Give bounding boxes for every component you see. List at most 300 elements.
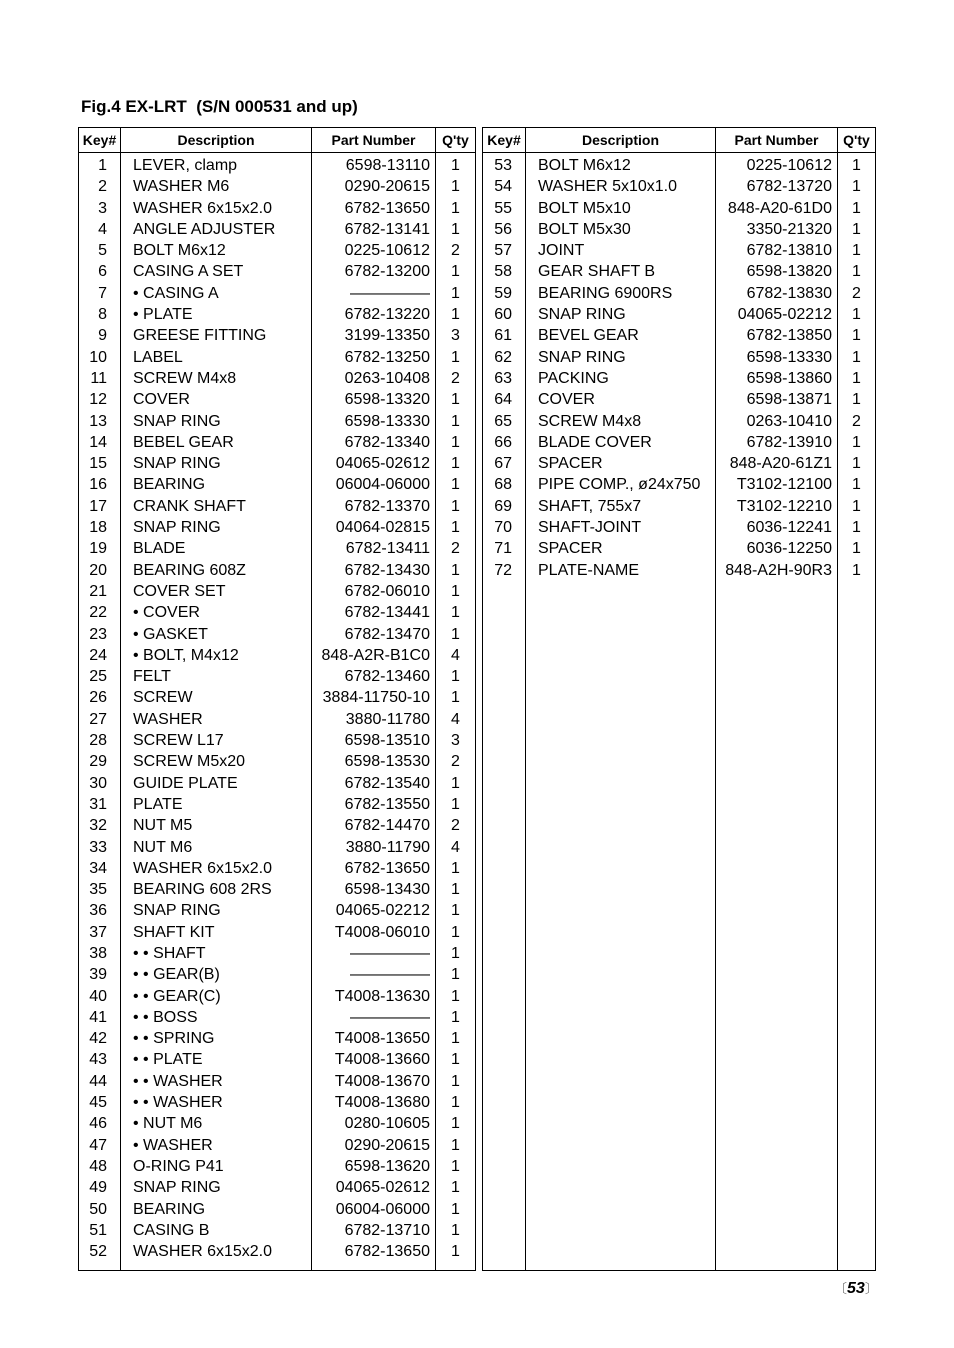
- qty-cell: 1: [838, 453, 876, 474]
- key-cell: 26: [79, 687, 121, 708]
- part-number-cell: 0280-10605: [312, 1113, 436, 1134]
- description-cell: BOLT M5x30: [526, 219, 716, 240]
- part-number-cell: 6782-13650: [312, 198, 436, 219]
- qty-cell: 1: [436, 1049, 476, 1070]
- description-cell: BOLT M6x12: [526, 153, 716, 177]
- key-cell: 36: [79, 900, 121, 921]
- part-number-cell: 6598-13430: [312, 879, 436, 900]
- part-number-cell: 3199-13350: [312, 325, 436, 346]
- table-row: [79, 751, 476, 772]
- description-cell: LEVER, clamp: [121, 153, 312, 177]
- empty-cell: [312, 1262, 436, 1271]
- table-row: [79, 368, 476, 389]
- table-row: [79, 879, 476, 900]
- description-cell: PACKING: [526, 368, 716, 389]
- part-number-cell: —————: [312, 964, 436, 985]
- key-cell: 15: [79, 453, 121, 474]
- qty-cell: 1: [436, 453, 476, 474]
- qty-cell: 1: [436, 964, 476, 985]
- part-number-cell: 0225-10612: [312, 240, 436, 261]
- key-cell: 39: [79, 964, 121, 985]
- key-cell: 43: [79, 1049, 121, 1070]
- part-number-cell: 6598-13330: [716, 347, 838, 368]
- table-row: [483, 496, 876, 517]
- description-cell: BOLT M6x12: [121, 240, 312, 261]
- part-number-cell: 6782-13710: [312, 1220, 436, 1241]
- description-cell: BEARING 6900RS: [526, 283, 716, 304]
- qty-cell: 1: [838, 496, 876, 517]
- part-number-cell: T4008-13680: [312, 1092, 436, 1113]
- description-cell: FELT: [121, 666, 312, 687]
- part-number-cell: 848-A20-61Z1: [716, 453, 838, 474]
- description-cell: • • GEAR(B): [121, 964, 312, 985]
- key-cell: 52: [79, 1241, 121, 1262]
- table-row: [483, 474, 876, 495]
- qty-cell: 1: [436, 1135, 476, 1156]
- qty-cell: 1: [436, 581, 476, 602]
- empty-cell: [838, 581, 876, 1271]
- qty-cell: 1: [436, 474, 476, 495]
- part-number-cell: T4008-13670: [312, 1071, 436, 1092]
- description-cell: ANGLE ADJUSTER: [121, 219, 312, 240]
- table-row: [79, 283, 476, 304]
- description-cell: WASHER 5x10x1.0: [526, 176, 716, 197]
- key-cell: 22: [79, 602, 121, 623]
- qty-cell: 1: [436, 389, 476, 410]
- key-cell: 37: [79, 922, 121, 943]
- qty-cell: 1: [838, 325, 876, 346]
- description-cell: SHAFT-JOINT: [526, 517, 716, 538]
- description-cell: WASHER 6x15x2.0: [121, 858, 312, 879]
- key-cell: 10: [79, 347, 121, 368]
- qty-cell: 1: [838, 198, 876, 219]
- qty-cell: 1: [838, 560, 876, 581]
- description-cell: PLATE-NAME: [526, 560, 716, 581]
- description-cell: COVER: [121, 389, 312, 410]
- qty-cell: 4: [436, 709, 476, 730]
- description-cell: • WASHER: [121, 1135, 312, 1156]
- description-cell: • • PLATE: [121, 1049, 312, 1070]
- qty-cell: 1: [838, 153, 876, 177]
- description-cell: CASING A SET: [121, 261, 312, 282]
- key-cell: 65: [483, 411, 526, 432]
- description-cell: SHAFT KIT: [121, 922, 312, 943]
- header-description: Description: [121, 128, 312, 153]
- description-cell: SNAP RING: [121, 517, 312, 538]
- part-number-cell: 6782-13220: [312, 304, 436, 325]
- table-row: [79, 240, 476, 261]
- header-part-number: Part Number: [716, 128, 838, 153]
- table-row: [79, 1113, 476, 1134]
- key-cell: 8: [79, 304, 121, 325]
- description-cell: SCREW: [121, 687, 312, 708]
- part-number-cell: 6036-12241: [716, 517, 838, 538]
- table-row: [79, 411, 476, 432]
- table-row: [483, 176, 876, 197]
- qty-cell: 1: [436, 986, 476, 1007]
- qty-cell: 2: [436, 368, 476, 389]
- key-cell: 63: [483, 368, 526, 389]
- table-row: [79, 560, 476, 581]
- part-number-cell: 0263-10410: [716, 411, 838, 432]
- qty-cell: 1: [436, 517, 476, 538]
- part-number-cell: 3884-11750-10: [312, 687, 436, 708]
- qty-cell: 1: [436, 1071, 476, 1092]
- part-number-cell: 0263-10408: [312, 368, 436, 389]
- table-row: [79, 496, 476, 517]
- table-row: [483, 240, 876, 261]
- key-cell: 33: [79, 837, 121, 858]
- qty-cell: 1: [838, 389, 876, 410]
- qty-cell: 2: [436, 240, 476, 261]
- table-row: [79, 153, 476, 177]
- part-number-cell: 6598-13110: [312, 153, 436, 177]
- table-row: [79, 773, 476, 794]
- table-row: [79, 794, 476, 815]
- table-row: [79, 687, 476, 708]
- qty-cell: 1: [436, 411, 476, 432]
- qty-cell: 1: [838, 176, 876, 197]
- table-row: [483, 517, 876, 538]
- table-row: [79, 1199, 476, 1220]
- qty-cell: 1: [436, 304, 476, 325]
- part-number-cell: T4008-13660: [312, 1049, 436, 1070]
- qty-cell: 2: [436, 815, 476, 836]
- description-cell: SNAP RING: [526, 347, 716, 368]
- empty-cell: [483, 581, 526, 1271]
- key-cell: 9: [79, 325, 121, 346]
- part-number-cell: 0290-20615: [312, 1135, 436, 1156]
- key-cell: 17: [79, 496, 121, 517]
- key-cell: 41: [79, 1007, 121, 1028]
- description-cell: • BOLT, M4x12: [121, 645, 312, 666]
- table-row: [79, 517, 476, 538]
- description-cell: SHAFT, 755x7: [526, 496, 716, 517]
- table-row: [79, 1135, 476, 1156]
- part-number-cell: 04064-02815: [312, 517, 436, 538]
- table-row: [79, 1241, 476, 1262]
- qty-cell: 1: [436, 496, 476, 517]
- key-cell: 19: [79, 538, 121, 559]
- page-number-value: 53: [847, 1280, 865, 1297]
- key-cell: 1: [79, 153, 121, 177]
- qty-cell: 1: [436, 624, 476, 645]
- key-cell: 11: [79, 368, 121, 389]
- key-cell: 28: [79, 730, 121, 751]
- qty-cell: 2: [436, 751, 476, 772]
- part-number-cell: 6782-13830: [716, 283, 838, 304]
- description-cell: LABEL: [121, 347, 312, 368]
- key-cell: 44: [79, 1071, 121, 1092]
- description-cell: NUT M6: [121, 837, 312, 858]
- part-number-cell: 06004-06000: [312, 1199, 436, 1220]
- key-cell: 57: [483, 240, 526, 261]
- part-number-cell: 6782-14470: [312, 815, 436, 836]
- table-row: [483, 538, 876, 559]
- description-cell: SNAP RING: [121, 411, 312, 432]
- table-row: [483, 283, 876, 304]
- qty-cell: 4: [436, 645, 476, 666]
- description-cell: BLADE: [121, 538, 312, 559]
- key-cell: 13: [79, 411, 121, 432]
- table-row: [483, 560, 876, 581]
- description-cell: BEARING 608Z: [121, 560, 312, 581]
- key-cell: 64: [483, 389, 526, 410]
- part-number-cell: 6782-13411: [312, 538, 436, 559]
- description-cell: CRANK SHAFT: [121, 496, 312, 517]
- qty-cell: 1: [838, 517, 876, 538]
- part-number-cell: 6782-06010: [312, 581, 436, 602]
- description-cell: • PLATE: [121, 304, 312, 325]
- page-bracket-close: 〕: [864, 1281, 878, 1296]
- qty-cell: 1: [436, 261, 476, 282]
- key-cell: 40: [79, 986, 121, 1007]
- key-cell: 49: [79, 1177, 121, 1198]
- key-cell: 6: [79, 261, 121, 282]
- key-cell: 67: [483, 453, 526, 474]
- part-number-cell: 6598-13871: [716, 389, 838, 410]
- part-number-cell: 6782-13910: [716, 432, 838, 453]
- table-row: [79, 602, 476, 623]
- key-cell: 29: [79, 751, 121, 772]
- description-cell: SNAP RING: [121, 900, 312, 921]
- key-cell: 59: [483, 283, 526, 304]
- key-cell: 27: [79, 709, 121, 730]
- description-cell: WASHER 6x15x2.0: [121, 1241, 312, 1262]
- qty-cell: 1: [436, 1156, 476, 1177]
- key-cell: 48: [79, 1156, 121, 1177]
- page-number: [834, 1278, 878, 1298]
- part-number-cell: T4008-13650: [312, 1028, 436, 1049]
- key-cell: 18: [79, 517, 121, 538]
- qty-cell: 1: [436, 283, 476, 304]
- part-number-cell: 6782-13200: [312, 261, 436, 282]
- table-row: [79, 389, 476, 410]
- description-cell: • NUT M6: [121, 1113, 312, 1134]
- key-cell: 7: [79, 283, 121, 304]
- qty-cell: 1: [436, 602, 476, 623]
- description-cell: GUIDE PLATE: [121, 773, 312, 794]
- part-number-cell: —————: [312, 283, 436, 304]
- key-cell: 51: [79, 1220, 121, 1241]
- key-cell: 53: [483, 153, 526, 177]
- description-cell: • • SPRING: [121, 1028, 312, 1049]
- part-number-cell: 6782-13470: [312, 624, 436, 645]
- table-row: [483, 261, 876, 282]
- description-cell: SPACER: [526, 453, 716, 474]
- table-row: [79, 581, 476, 602]
- part-number-cell: 6782-13250: [312, 347, 436, 368]
- description-cell: BEARING: [121, 1199, 312, 1220]
- part-number-cell: 04065-02612: [312, 1177, 436, 1198]
- header-qty: Q'ty: [838, 128, 876, 153]
- key-cell: 54: [483, 176, 526, 197]
- part-number-cell: 6782-13430: [312, 560, 436, 581]
- description-cell: WASHER 6x15x2.0: [121, 198, 312, 219]
- part-number-cell: 6598-13860: [716, 368, 838, 389]
- part-number-cell: 0290-20615: [312, 176, 436, 197]
- description-cell: SNAP RING: [121, 453, 312, 474]
- key-cell: 14: [79, 432, 121, 453]
- part-number-cell: 6598-13530: [312, 751, 436, 772]
- key-cell: 4: [79, 219, 121, 240]
- table-row: [79, 219, 476, 240]
- table-row: [483, 453, 876, 474]
- table-row: [79, 1156, 476, 1177]
- part-number-cell: 6782-13650: [312, 1241, 436, 1262]
- key-cell: 58: [483, 261, 526, 282]
- table-row: [79, 900, 476, 921]
- part-number-cell: 06004-06000: [312, 474, 436, 495]
- part-number-cell: —————: [312, 1007, 436, 1028]
- description-cell: • GASKET: [121, 624, 312, 645]
- key-cell: 47: [79, 1135, 121, 1156]
- description-cell: • • WASHER: [121, 1071, 312, 1092]
- part-number-cell: 6782-13540: [312, 773, 436, 794]
- table-row: [79, 347, 476, 368]
- empty-cell: [121, 1262, 312, 1271]
- table-row: [79, 538, 476, 559]
- description-cell: SCREW M5x20: [121, 751, 312, 772]
- description-cell: SNAP RING: [526, 304, 716, 325]
- key-cell: 42: [79, 1028, 121, 1049]
- table-row: [79, 986, 476, 1007]
- table-row: [79, 922, 476, 943]
- part-number-cell: 04065-02212: [716, 304, 838, 325]
- qty-cell: 1: [436, 176, 476, 197]
- key-cell: 70: [483, 517, 526, 538]
- part-number-cell: 6782-13850: [716, 325, 838, 346]
- table-row: [483, 304, 876, 325]
- part-number-cell: 04065-02212: [312, 900, 436, 921]
- key-cell: 66: [483, 432, 526, 453]
- empty-filler-row: [79, 1262, 476, 1271]
- table-row: [483, 198, 876, 219]
- table-row: [483, 411, 876, 432]
- qty-cell: 3: [436, 730, 476, 751]
- key-cell: 50: [79, 1199, 121, 1220]
- key-cell: 45: [79, 1092, 121, 1113]
- figure-title: Fig.4 EX-LRT (S/N 000531 and up): [81, 97, 358, 116]
- description-cell: O-RING P41: [121, 1156, 312, 1177]
- qty-cell: 1: [436, 219, 476, 240]
- part-number-cell: 6782-13550: [312, 794, 436, 815]
- empty-filler-row: [483, 581, 876, 1271]
- description-cell: • • GEAR(C): [121, 986, 312, 1007]
- part-number-cell: 6782-13810: [716, 240, 838, 261]
- key-cell: 35: [79, 879, 121, 900]
- qty-cell: 1: [838, 219, 876, 240]
- header-description: Description: [526, 128, 716, 153]
- part-number-cell: 3880-11780: [312, 709, 436, 730]
- table-row: [483, 347, 876, 368]
- part-number-cell: 6782-13441: [312, 602, 436, 623]
- table-row: [79, 453, 476, 474]
- part-number-cell: 848-A2R-B1C0: [312, 645, 436, 666]
- description-cell: SCREW M4x8: [121, 368, 312, 389]
- key-cell: 61: [483, 325, 526, 346]
- key-cell: 20: [79, 560, 121, 581]
- part-number-cell: 6598-13820: [716, 261, 838, 282]
- description-cell: • COVER: [121, 602, 312, 623]
- part-number-cell: T4008-06010: [312, 922, 436, 943]
- part-number-cell: 6782-13340: [312, 432, 436, 453]
- qty-cell: 1: [838, 368, 876, 389]
- description-cell: BLADE COVER: [526, 432, 716, 453]
- part-number-cell: 3350-21320: [716, 219, 838, 240]
- table-row: [79, 730, 476, 751]
- table-row: [79, 1028, 476, 1049]
- part-number-cell: 6598-13510: [312, 730, 436, 751]
- qty-cell: 2: [436, 538, 476, 559]
- page-bracket-open: 〔: [834, 1281, 848, 1296]
- key-cell: 46: [79, 1113, 121, 1134]
- qty-cell: 1: [436, 666, 476, 687]
- qty-cell: 1: [436, 1241, 476, 1262]
- description-cell: COVER: [526, 389, 716, 410]
- part-number-cell: 6036-12250: [716, 538, 838, 559]
- qty-cell: 1: [838, 432, 876, 453]
- key-cell: 56: [483, 219, 526, 240]
- qty-cell: 1: [436, 198, 476, 219]
- part-number-cell: 6598-13330: [312, 411, 436, 432]
- qty-cell: 1: [838, 261, 876, 282]
- description-cell: WASHER: [121, 709, 312, 730]
- qty-cell: 1: [436, 858, 476, 879]
- description-cell: GEAR SHAFT B: [526, 261, 716, 282]
- table-row: [79, 837, 476, 858]
- table-row: [79, 1049, 476, 1070]
- table-row: [79, 432, 476, 453]
- empty-cell: [526, 581, 716, 1271]
- description-cell: • • SHAFT: [121, 943, 312, 964]
- description-cell: BEARING: [121, 474, 312, 495]
- description-cell: SCREW L17: [121, 730, 312, 751]
- description-cell: • • BOSS: [121, 1007, 312, 1028]
- qty-cell: 3: [436, 325, 476, 346]
- key-cell: 2: [79, 176, 121, 197]
- key-cell: 31: [79, 794, 121, 815]
- description-cell: CASING B: [121, 1220, 312, 1241]
- qty-cell: 1: [436, 1220, 476, 1241]
- key-cell: 5: [79, 240, 121, 261]
- part-number-cell: T4008-13630: [312, 986, 436, 1007]
- table-row: [79, 815, 476, 836]
- table-row: [79, 198, 476, 219]
- description-cell: PLATE: [121, 794, 312, 815]
- qty-cell: 1: [436, 943, 476, 964]
- key-cell: 38: [79, 943, 121, 964]
- table-row: [79, 964, 476, 985]
- qty-cell: 1: [436, 1028, 476, 1049]
- table-header-row: [483, 128, 876, 153]
- qty-cell: 1: [838, 240, 876, 261]
- qty-cell: 1: [436, 1113, 476, 1134]
- table-row: [79, 709, 476, 730]
- part-number-cell: T3102-12100: [716, 474, 838, 495]
- part-number-cell: 3880-11790: [312, 837, 436, 858]
- description-cell: SCREW M4x8: [526, 411, 716, 432]
- table-row: [79, 943, 476, 964]
- parts-table-right: [482, 127, 876, 1271]
- key-cell: 12: [79, 389, 121, 410]
- table-row: [79, 1220, 476, 1241]
- qty-cell: 1: [436, 1007, 476, 1028]
- header-qty: Q'ty: [436, 128, 476, 153]
- description-cell: WASHER M6: [121, 176, 312, 197]
- description-cell: BEARING 608 2RS: [121, 879, 312, 900]
- key-cell: 71: [483, 538, 526, 559]
